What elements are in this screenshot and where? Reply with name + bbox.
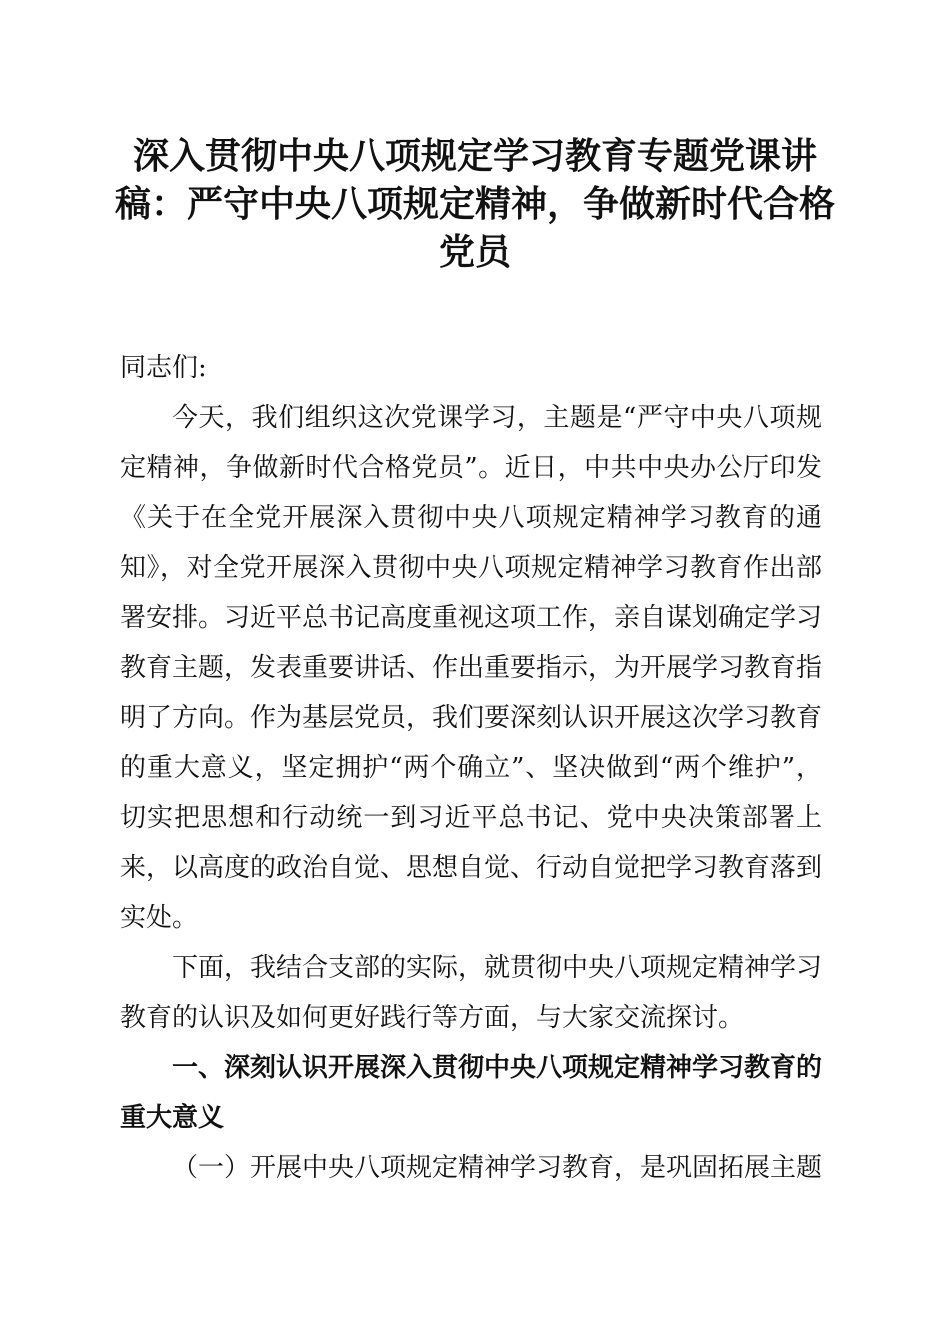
paragraph-intro: 今天，我们组织这次党课学习，主题是“严守中央八项规定精神，争做新时代合格党员”。近日，中共中央办公厅印发《关于在全党开展深入贯彻中央八项规定精神学习教育的通知》，对全党开展深入贯彻中央八项规定精神学习教育作出部署安排。习近平总书记高度重视这项工作，亲自谋划确定学习教育主题，发表重要讲话、作出重要指示，为开展学习教育指明了方向。作为基层党员，我们要深刻认识开展这次学习教育的重大意义，坚定拥护“两个确立”、坚决做到“两个维护”，切实把思想和行动统一到习近平总书记、党中央决策部署上来，以高度的政治自觉、思想自觉、行动自觉把学习教育落到实处。 (120, 403, 823, 933)
subsection-heading: （一）开展中央八项规定精神学习教育，是巩固拓展主题 (172, 1153, 823, 1183)
paragraph-overview: 下面，我结合支部的实际，就贯彻中央八项规定精神学习教育的认识及如何更好践行等方面，与大家交流探讨。 (120, 953, 823, 1033)
document-title: 深入贯彻中央八项规定学习教育专题党课讲稿：严守中央八项规定精神，争做新时代合格党员 (114, 135, 835, 273)
salutation: 同志们: (120, 353, 207, 383)
section-heading: 一、深刻认识开展深入贯彻中央八项规定精神学习教育的重大意义 (120, 1053, 823, 1133)
document-body (120, 343, 822, 1193)
